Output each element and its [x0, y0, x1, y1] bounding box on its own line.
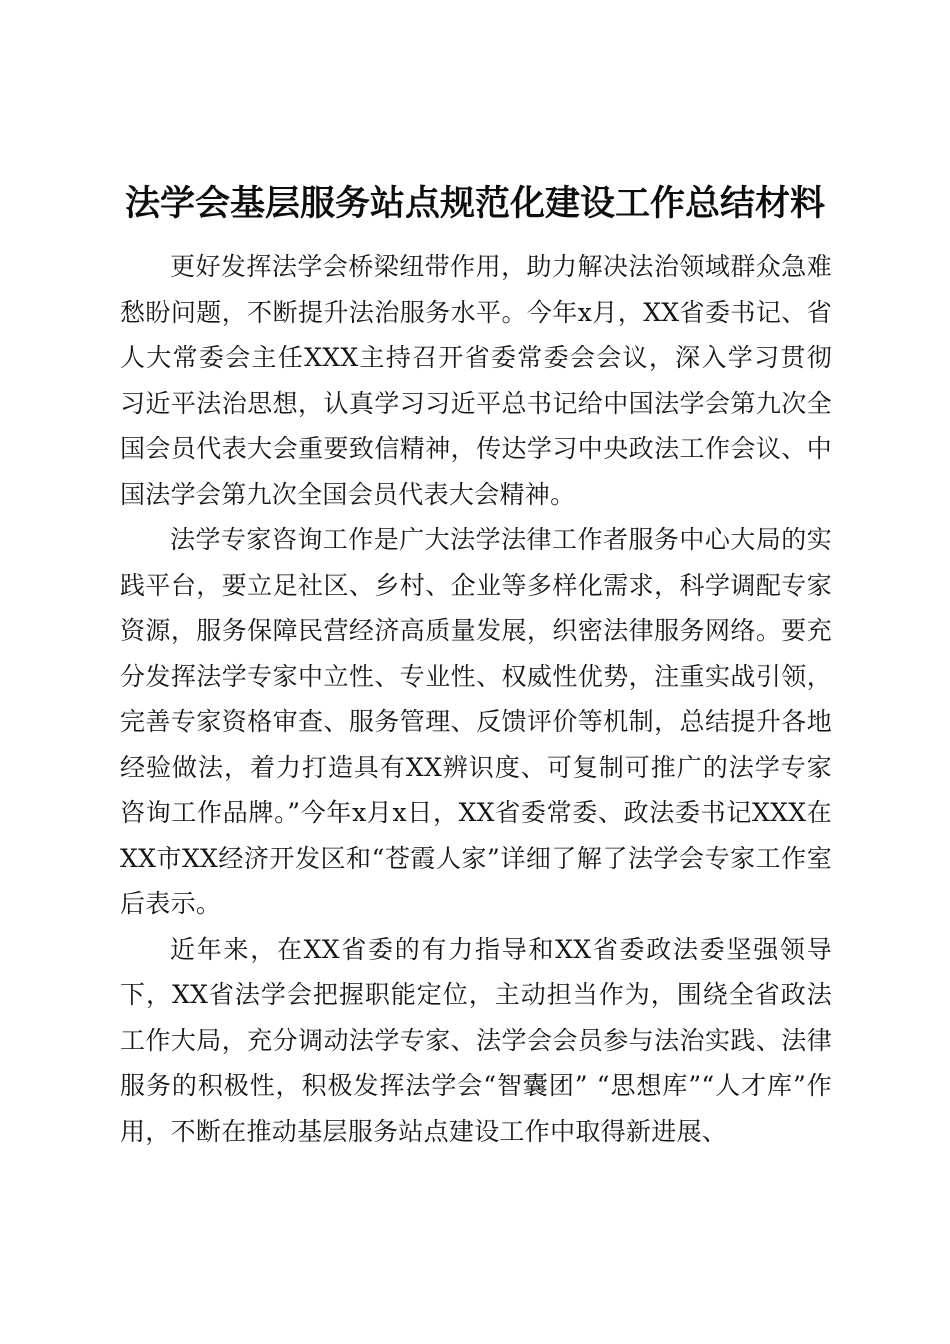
- document-title: 法学会基层服务站点规范化建设工作总结材料: [124, 183, 825, 224]
- document-body: [120, 244, 832, 1154]
- paragraph-3: 近年来，在XX省委的有力指导和XX省委政法委坚强领导下，XX省法学会把握职能定位，主动担当作为，围绕全省政法工作大局，充分调动法学专家、法学会会员参与法治实践、法律服务的积极性，积极发挥法学会“智囊团” “思想库”“人才库”作用，不断在推动基层服务站点建设工作中取得新进展、: [120, 934, 832, 1146]
- paragraph-2: 法学专家咨询工作是广大法学法律工作者服务中心大局的实践平台，要立足社区、乡村、企业等多样化需求，科学调配专家资源，服务保障民营经济高质量发展，织密法律服务网络。要充分发挥法学专家中立性、专业性、权威性优势，注重实战引领，完善专家资格审查、服务管理、反馈评价等机制，总结提升各地经验做法，着力打造具有XX辨识度、可复制可推广的法学专家咨询工作品牌。”今年x月x日，XX省委常委、政法委书记XXX在XX市XX经济开发区和“苍霞人家”详细了解了法学会专家工作室后表示。: [120, 525, 832, 918]
- paragraph-1: 更好发挥法学会桥梁纽带作用，助力解决法治领域群众急难愁盼问题，不断提升法治服务水平。今年x月，XX省委书记、省人大常委会主任XXX主持召开省委常委会会议，深入学习贯彻习近平法治思想，认真学习习近平总书记给中国法学会第九次全国会员代表大会重要致信精神，传达学习中央政法工作会议、中国法学会第九次全国会员代表大会精神。: [120, 252, 832, 509]
